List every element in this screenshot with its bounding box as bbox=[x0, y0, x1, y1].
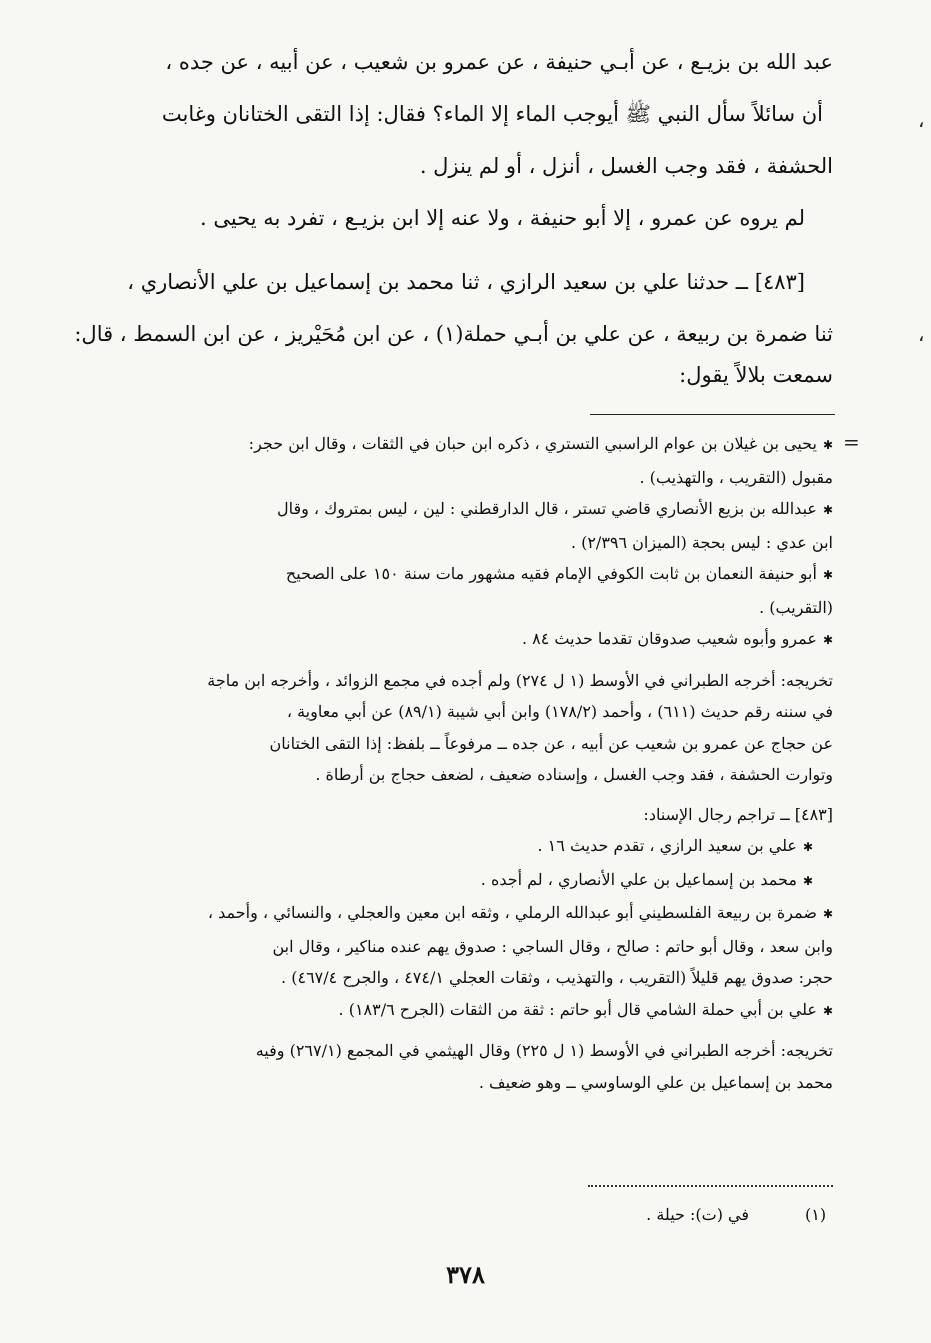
takhrij-line: تخريجه: أخرجه الطبراني في الأوسط (١ ل ٢٧٤) ولم أجده في مجمع الزوائد ، وأخرجه ابن ماجة bbox=[207, 670, 833, 690]
takhrij-line: وتوارت الحشفة ، فقد وجب الغسل ، وإسناده ضعيف ، لضعف حجاج بن أرطاة . bbox=[315, 765, 833, 784]
narrator-line: ✱ محمد بن إسماعيل بن علي الأنصاري ، لم أجده . bbox=[28, 864, 833, 898]
main-line: الحشفة ، فقد وجب الغسل ، أنزل ، أو لم ينزل . bbox=[419, 154, 833, 178]
notes-section bbox=[28, 428, 833, 1098]
narrator-line: ✱ علي بن سعيد الرازي ، تقدم حديث ١٦ . bbox=[28, 830, 833, 864]
main-line: لم يروه عن عمرو ، إلا أبو حنيفة ، ولا عنه إلا ابن بزيـع ، تفرد به يحيى . bbox=[200, 206, 805, 230]
note-line: (التقريب) . bbox=[759, 597, 833, 617]
takhrij-line: تخريجه: أخرجه الطبراني في الأوسط (١ ل ٢٢٥) وقال الهيثمي في المجمع (٢٦٧/١) وفيه bbox=[255, 1041, 833, 1060]
page-number: ٣٧٨ bbox=[446, 1260, 485, 1289]
note-line: ✱ عبدالله بن بزيع الأنصاري قاضي تستر ، قال الدارقطني : لين ، ليس بمتروك ، وقال bbox=[28, 493, 833, 527]
margin-comma-mark: ، bbox=[918, 322, 925, 346]
continuation-equals-mark: = bbox=[843, 430, 860, 454]
narrator-line: حجر: صدوق يهم قليلاً (التقريب ، والتهذيب ، وثقات العجلي ٤٧٤/١ ، والجرح ٤٦٧/٤) . bbox=[281, 968, 833, 987]
footnote-number: (١) bbox=[805, 1205, 827, 1224]
narrator-line: وابن سعد ، وقال أبو حاتم : صالح ، وقال الساجي : صدوق يهم عنده مناكير ، وقال ابن bbox=[272, 936, 833, 956]
main-line: ثنا ضمرة بن ربيعة ، عن علي بن أبـي حملة(١) ، عن ابن مُحَيْريز ، عن ابن السمط ، قال: bbox=[74, 322, 833, 346]
narrator-line: ✱ علي بن أبي حملة الشامي قال أبو حاتم : ثقة من الثقات (الجرح ١٨٣/٦) . bbox=[28, 994, 833, 1028]
note-line: ✱ يحيى بن غيلان بن عوام الراسبي التستري ، ذكره ابن حبان في الثقات ، وقال ابن حجر: bbox=[28, 428, 833, 462]
main-text bbox=[33, 36, 833, 390]
main-line: أن سائلاً سأل النبي ﷺ أيوجب الماء إلا الماء؟ فقال: إذا التقى الختانان وغابت bbox=[161, 102, 823, 126]
takhrij-line: محمد بن إسماعيل بن علي الوساوسي ــ وهو ضعيف . bbox=[478, 1072, 833, 1092]
note-line: ✱ عمرو وأبوه شعيب صدوقان تقدما حديث ٨٤ . bbox=[28, 623, 833, 657]
note-line: مقبول (التقريب ، والتهذيب) . bbox=[639, 467, 833, 487]
footnote-text: في (ت): حيلة . bbox=[646, 1205, 749, 1224]
takhrij-line: في سننه رقم حديث (٦١١) ، وأحمد (١٧٨/٢) وابن أبي شيبة (٨٩/١) عن أبي معاوية ، bbox=[286, 702, 833, 721]
narrator-line: ✱ ضمرة بن ربيعة الفلسطيني أبو عبدالله الرملي ، وثقه ابن معين والعجلي ، والنسائي ، وأحمد ، bbox=[28, 897, 833, 931]
separator-rule bbox=[590, 414, 835, 415]
main-line: [٤٨٣] ــ حدثنا علي بن سعيد الرازي ، ثنا محمد بن إسماعيل بن علي الأنصاري ، bbox=[127, 270, 805, 294]
narrators-heading: [٤٨٣] ــ تراجم رجال الإسناد: bbox=[643, 804, 833, 824]
main-line: عبد الله بن بزيـع ، عن أبـي حنيفة ، عن عمرو بن شعيب ، عن أبيه ، عن جده ، bbox=[165, 50, 833, 74]
note-line: ابن عدي : ليس بحجة (الميزان ٢/٣٩٦) . bbox=[570, 532, 833, 552]
note-line: ✱ أبو حنيفة النعمان بن ثابت الكوفي الإمام فقيه مشهور مات سنة ١٥٠ على الصحيح bbox=[28, 558, 833, 592]
footnote-separator bbox=[588, 1185, 833, 1187]
main-line: سمعت بلالاً يقول: bbox=[679, 363, 833, 387]
margin-comma-mark: ، bbox=[918, 108, 925, 132]
takhrij-line: عن حجاج عن عمرو بن شعيب عن أبيه ، عن جده ــ مرفوعاً ــ بلفظ: إذا التقى الختانان bbox=[269, 733, 833, 753]
